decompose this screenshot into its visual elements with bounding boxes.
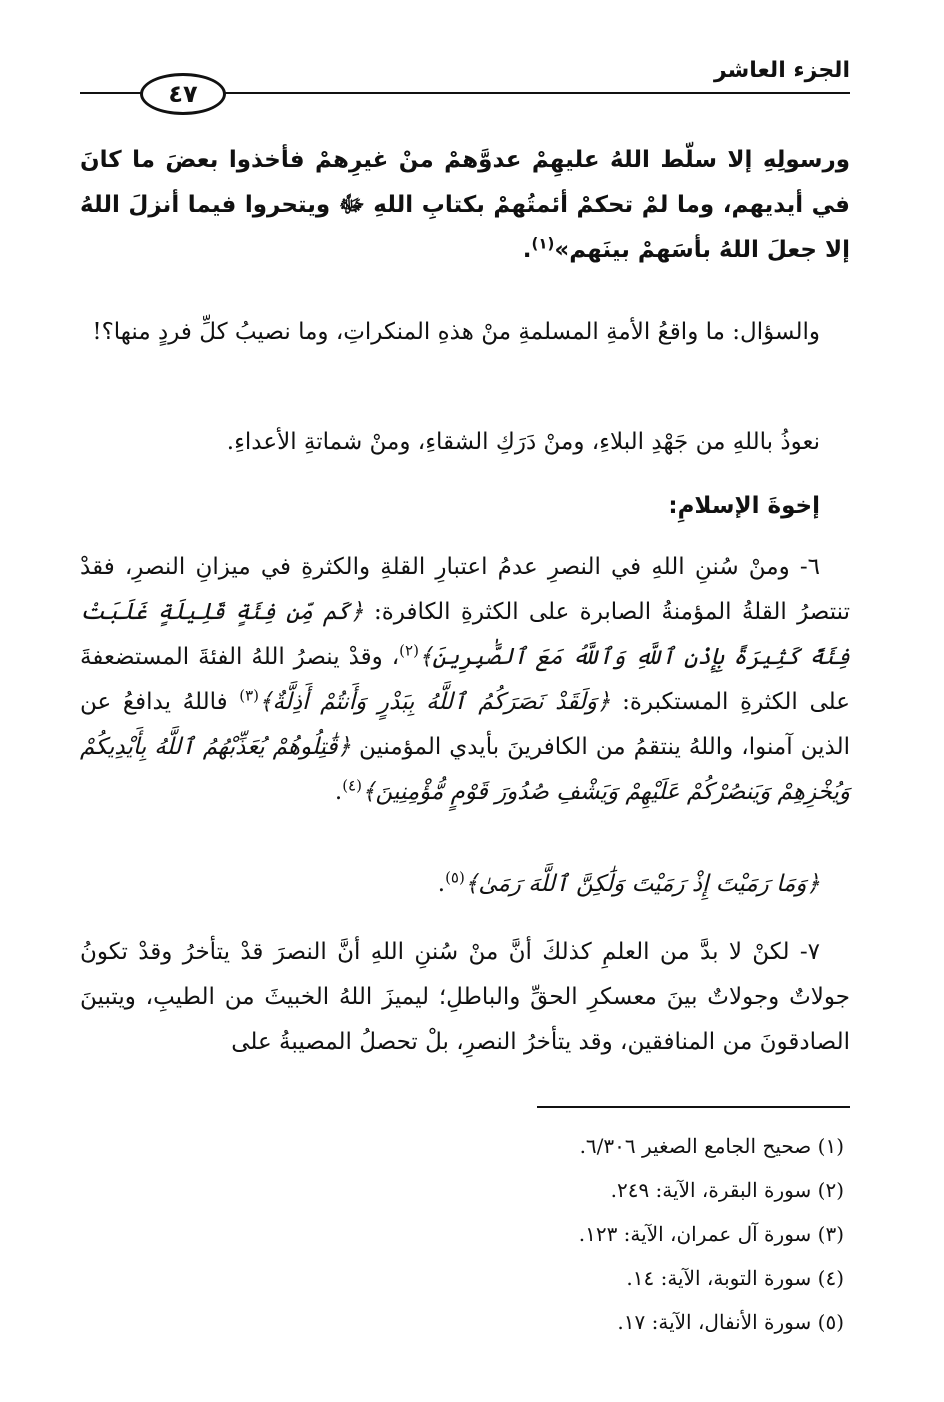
footnote-item: (١) صحيح الجامع الصغير ٦/٣٠٦. — [579, 1134, 844, 1158]
chapter-title: الجزء العاشر — [713, 58, 850, 83]
punctuation: . — [522, 237, 532, 263]
punctuation: . — [437, 871, 446, 897]
quran-verse: ﴿وَلَقَدْ نَصَرَكُمُ ٱللَّهُ بِبَدْرٍ وَأَنتُمْ أَذِلَّةٌ﴾ — [259, 689, 611, 715]
footnote-ref: (١) — [531, 234, 555, 253]
footnote-item: (٢) سورة البقرة، الآية: ٢٤٩. — [610, 1178, 844, 1202]
footnote-ref: (٤) — [342, 776, 362, 795]
section-heading — [80, 484, 850, 529]
footnote-item: (٤) سورة التوبة، الآية: ١٤. — [626, 1266, 844, 1290]
supplication-text: نعوذُ باللهِ من جَهْدِ البلاءِ، ومنْ دَرَكِ الشقاءِ، ومنْ شماتةِ الأعداءِ. — [226, 429, 820, 455]
paragraph-supplication — [80, 420, 850, 465]
page-header — [70, 52, 850, 112]
footnote-item: (٣) سورة آل عمران، الآية: ١٢٣. — [578, 1222, 844, 1246]
point-6-text: فاللهُ يدافعُ عن الذين آمنوا، واللهُ ينتقمُ من الكافرينَ بأيدي المؤمنين — [80, 689, 850, 760]
footnote-ref: (٣) — [239, 686, 260, 705]
quran-verse: ﴿كَم مِّن فِئَةٍ قَلِيلَةٍ غَلَبَتْ فِئَةً كَثِيرَةً بِإِذْنِ ٱللَّهِ وَٱللَّهُ مَعَ ٱلصَّٰبِرِينَ﴾ — [80, 599, 850, 670]
paragraph-point-7 — [80, 930, 850, 1065]
paragraph-point-6 — [80, 545, 850, 815]
paragraph-question — [80, 310, 850, 355]
footnotes-list — [344, 1124, 844, 1344]
footnote-item: (٥) سورة الأنفال، الآية: ١٧. — [617, 1310, 844, 1334]
point-6-text: ٦- ومنْ سُننِ اللهِ في النصرِ عدمُ اعتبارِ القلةِ والكثرةِ في ميزانِ النصرِ، فقدْ تنتصرُ القلةُ المؤمنةُ الصابرة على الكثرةِ الكافرة: — [80, 554, 851, 625]
paragraph-verse — [80, 862, 850, 907]
quran-verse: ﴿قَٰتِلُوهُمْ يُعَذِّبْهُمُ ٱللَّهُ بِأَيْدِيكُمْ وَيُخْزِهِمْ وَيَنصُرْكُمْ عَلَيْهِمْ وَيَشْفِ صُدُورَ قَوْمٍ مُّؤْمِنِينَ﴾ — [80, 734, 850, 805]
point-6-text: ، وقدْ ينصرُ اللهُ الفئةَ المستضعفةَ على الكثرةِ المستكبرة: — [80, 644, 850, 715]
footnote-rule — [537, 1106, 850, 1108]
point-7-text: ٧- لكنْ لا بدَّ من العلمِ كذلكَ أنَّ منْ سُننِ اللهِ أنَّ النصرَ قدْ يتأخرُ وقدْ تكونُ جولاتٌ وجولاتٌ بينَ معسكرِ الحقِّ والباطلِ؛ ليميزَ اللهُ الخبيثَ من الطيبِ، ويتبينَ الصادقونَ من المنافقين، وقد يتأخرُ النصرِ، بلْ تحصلُ المصيبةُ على — [80, 939, 850, 1055]
footnote-ref: (٢) — [399, 641, 419, 660]
page-number: ٤٧ — [140, 73, 226, 115]
quran-verse: ﴿وَمَا رَمَيْتَ إِذْ رَمَيْتَ وَلَٰكِنَّ ٱللَّهَ رَمَىٰ﴾ — [464, 871, 820, 897]
paragraph-hadith — [80, 138, 850, 273]
hadith-text: ورسولِهِ إلا سلّط اللهُ عليهِمْ عدوَّهمْ منْ غيرِهمْ فأخذوا بعضَ ما كانَ في أيديهم، وما لمْ تحكمْ أئمتُهمْ بكتابِ اللهِ ﷻ ويتحروا فيما أنزلَ اللهُ إلا جعلَ اللهُ بأسَهمْ بينَهم» — [80, 147, 850, 263]
question-text: والسؤال: ما واقعُ الأمةِ المسلمةِ منْ هذهِ المنكراتِ، وما نصيبُ كلِّ فردٍ منها؟! — [92, 319, 820, 345]
footnote-ref: (٥) — [445, 868, 465, 887]
heading-text: إخوةَ الإسلامِ: — [668, 493, 820, 519]
punctuation: . — [334, 779, 343, 805]
